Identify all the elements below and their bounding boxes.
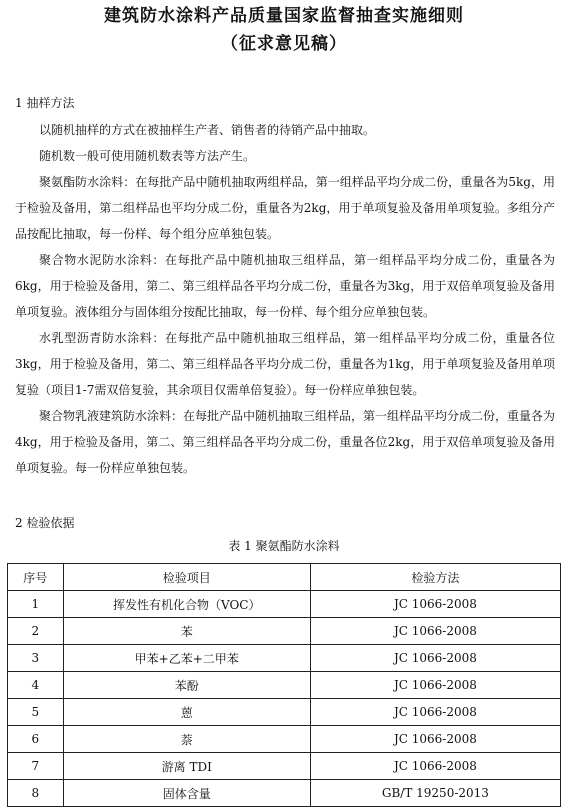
table-caption: 表 1 聚氨酯防水涂料: [228, 539, 340, 553]
document-title: 建筑防水涂料产品质量国家监督抽查实施细则: [104, 6, 464, 26]
header-cell-item: 检验项目: [63, 564, 310, 591]
row-item: 苯酚: [63, 672, 310, 699]
row-item: 挥发性有机化合物（VOC）: [63, 591, 310, 618]
row-method: JC 1066-2008: [310, 645, 560, 672]
paragraph: 聚合物水泥防水涂料：在每批产品中随机抽取三组样品，第一组样品平均分成二份，重量各为6kg，用于检验及备用，第二、第三组样品各平均分成二份，重量各为3kg，用于双倍单项复验及备用单项复验。液体组分与固体组分按配比抽取，每一份样、每个组分应单独包装。: [15, 253, 555, 319]
paragraph: 聚合物乳液建筑防水涂料：在每批产品中随机抽取三组样品，第一组样品平均分成二份，重量各为4kg，用于检验及备用，第二、第三组样品各平均分成二份，重量各位2kg，用于双倍单项复验及备用单项复验。每一份样应单独包装。: [15, 409, 556, 475]
row-number: 7: [8, 753, 64, 780]
paragraph: 随机数一般可使用随机数表等方法产生。: [39, 149, 256, 163]
row-method: JC 1066-2008: [310, 672, 560, 699]
table-row: [8, 645, 561, 672]
table-row: [8, 780, 561, 807]
paragraph: 以随机抽样的方式在被抽样生产者、销售者的待销产品中抽取。: [39, 123, 376, 137]
row-item: 游离 TDI: [63, 753, 310, 780]
row-item: 固体含量: [63, 780, 310, 807]
table-row: [8, 753, 561, 780]
table-row: [8, 672, 561, 699]
table-header-row: [8, 564, 561, 591]
row-item: 苯: [63, 618, 310, 645]
sampling-body: [15, 117, 555, 481]
row-method: JC 1066-2008: [310, 618, 560, 645]
table-row: [8, 699, 561, 726]
row-item: 萘: [63, 726, 310, 753]
row-number: 4: [8, 672, 64, 699]
row-number: 6: [8, 726, 64, 753]
row-method: JC 1066-2008: [310, 591, 560, 618]
section-heading-sampling: 1 抽样方法: [15, 96, 75, 110]
header-cell-method: 检验方法: [310, 564, 560, 591]
row-number: 1: [8, 591, 64, 618]
table-row: [8, 726, 561, 753]
row-number: 2: [8, 618, 64, 645]
row-item: 甲苯+乙苯+二甲苯: [63, 645, 310, 672]
document-subtitle: （征求意见稿）: [221, 34, 347, 54]
row-method: JC 1066-2008: [310, 726, 560, 753]
paragraph: 水乳型沥青防水涂料：在每批产品中随机抽取三组样品，第一组样品平均分成二份，重量各位3kg，用于检验及备用，第二、第三组样品各平均分成二份，重量各为1kg，用于单项复验及备用单项复验（项目1-7需双倍复验，其余项目仅需单倍复验）。每一份样应单独包装。: [15, 331, 555, 397]
row-number: 5: [8, 699, 64, 726]
row-item: 蒽: [63, 699, 310, 726]
row-number: 3: [8, 645, 64, 672]
table-row: [8, 591, 561, 618]
row-method: JC 1066-2008: [310, 699, 560, 726]
row-method: JC 1066-2008: [310, 753, 560, 780]
table-row: [8, 618, 561, 645]
row-method: GB/T 19250-2013: [310, 780, 560, 807]
row-number: 8: [8, 780, 64, 807]
section-heading-basis: 2 检验依据: [15, 516, 75, 530]
header-cell-no: 序号: [8, 564, 64, 591]
inspection-table: [7, 563, 561, 807]
paragraph: 聚氨酯防水涂料：在每批产品中随机抽取两组样品，第一组样品平均分成二份，重量各为5kg，用于检验及备用，第二组样品也平均分成二份，重量各为2kg，用于单项复验及备用单项复验。多组分产品按配比抽取，每一份样、每个组分应单独包装。: [15, 175, 555, 241]
